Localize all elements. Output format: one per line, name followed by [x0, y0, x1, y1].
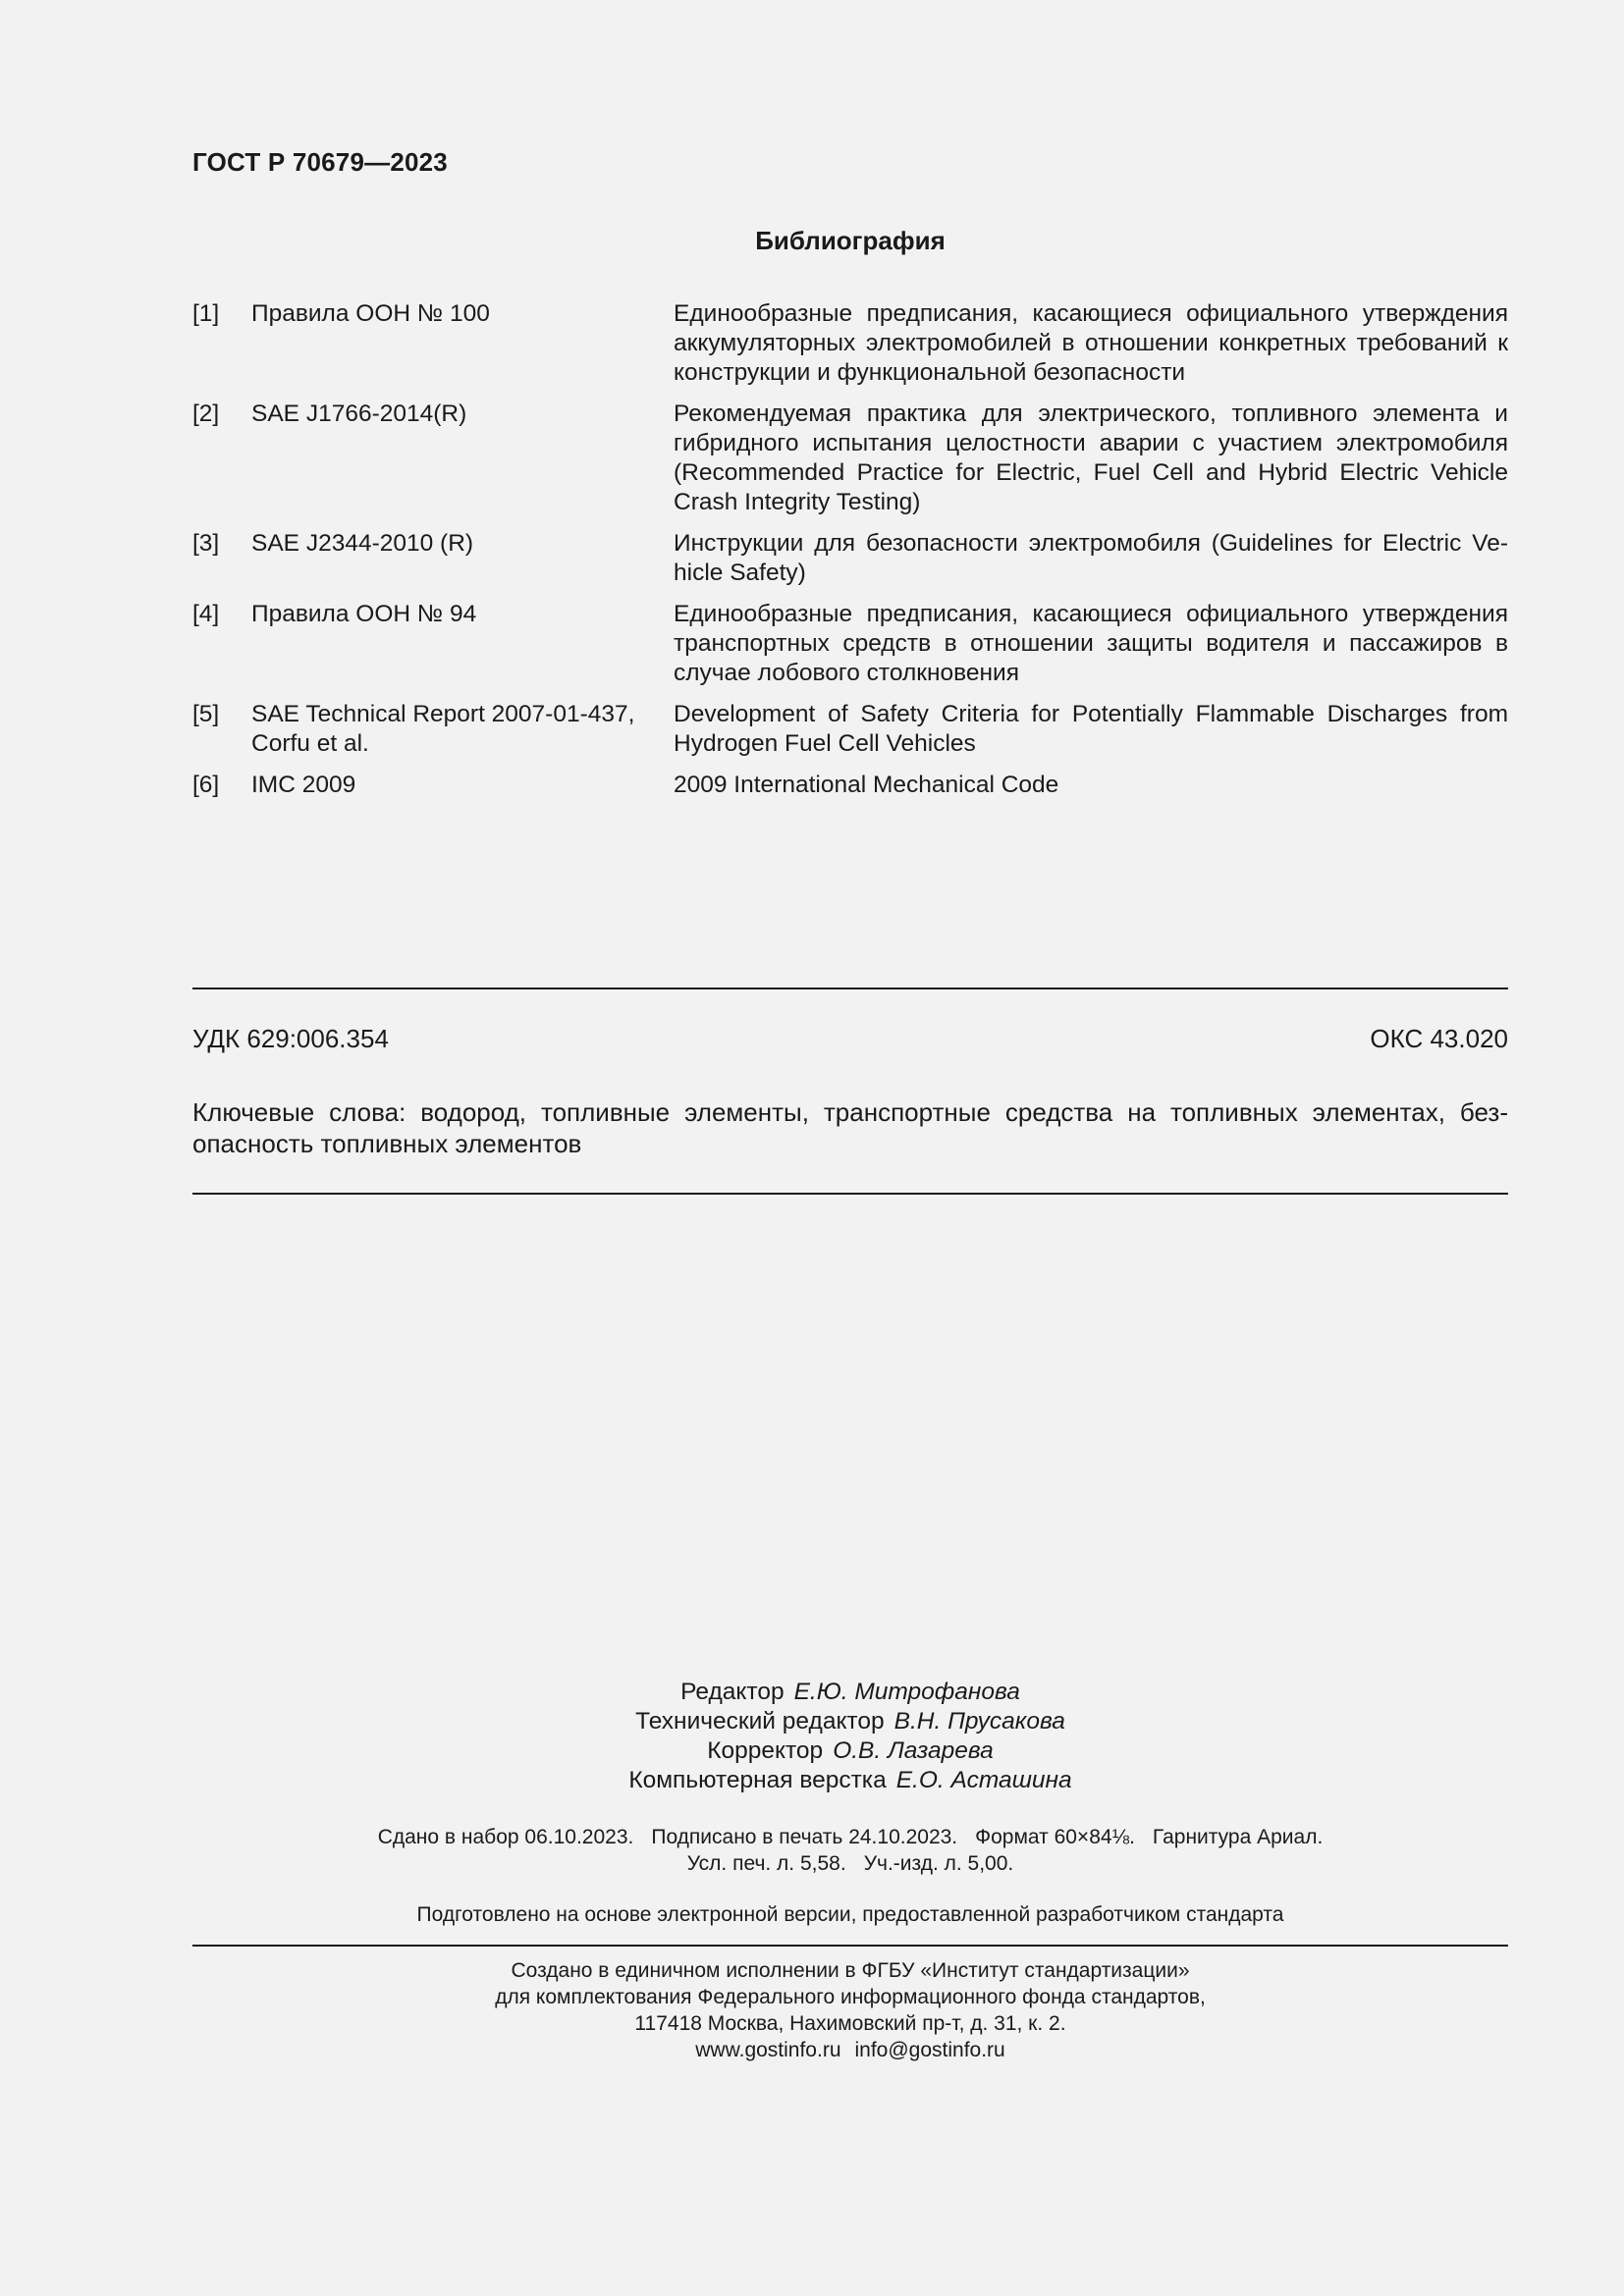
- entry-number: [5]: [192, 701, 220, 727]
- prepared-note: Подготовлено на основе электронной версии, предоставленной разработчиком стандарта: [416, 1903, 1284, 1926]
- entry-reference: SAE Technical Report 2007-01-437, Corfu et al.: [251, 701, 635, 757]
- entry-description: Единообразные предписания, касающиеся официального утверждения транспортных средств в отношении защиты водителя и пассажиров в случае лобового столкновения: [674, 601, 1508, 686]
- imprint-typeset: Сдано в набор 06.10.2023.: [377, 1826, 634, 1848]
- bibliography-entry: [192, 299, 1508, 388]
- entry-number: [3]: [192, 530, 220, 557]
- imprint-line-1: [192, 1824, 1508, 1850]
- document-code: ГОСТ Р 70679—2023: [192, 147, 448, 177]
- credit-line: [192, 1736, 1508, 1766]
- bibliography-entry: [192, 700, 1508, 759]
- imprint-print-sheets: Усл. печ. л. 5,58.: [686, 1852, 846, 1875]
- keywords: Ключевые слова: водород, топливные элементы, транспортные средства на топливных элементах, безопасность топливных элементов: [192, 1097, 1508, 1158]
- entry-description: Инструкции для безопасности электромобиля (Guidelines for Electric Vehicle Safety): [674, 530, 1508, 586]
- publisher-block: [192, 1957, 1508, 2063]
- credit-line: [192, 1678, 1508, 1707]
- divider: [192, 988, 1508, 989]
- publisher-line: Создано в единичном исполнении в ФГБУ «Институт стандартизации»: [511, 1959, 1190, 1982]
- bibliography-entry: [192, 529, 1508, 588]
- imprint-font: Гарнитура Ариал.: [1152, 1826, 1324, 1848]
- entry-reference: SAE J2344-2010 (R): [251, 530, 474, 557]
- entry-reference: SAE J1766-2014(R): [251, 400, 467, 427]
- bibliography-title: Библиография: [755, 226, 946, 255]
- credit-role: Технический редактор: [635, 1708, 885, 1735]
- credit-person: Е.Ю. Митрофанова: [793, 1679, 1020, 1705]
- credit-role: Редактор: [680, 1679, 785, 1705]
- entry-number: [4]: [192, 601, 220, 627]
- entry-number: [6]: [192, 772, 220, 798]
- imprint-block: [192, 1824, 1508, 1877]
- entry-description: Рекомендуемая практика для электрического, топливного элемента и гибридного испытания целостности аварии с участием электромобиля (Recommended Practice for Electric, Fuel Cell and Hybrid Electric Vehicle Crash Integrity Testing): [674, 400, 1508, 515]
- entry-reference: Правила ООН № 94: [251, 601, 477, 627]
- credits-block: [192, 1678, 1508, 1795]
- credit-role: Корректор: [707, 1737, 824, 1764]
- entry-number: [2]: [192, 400, 220, 427]
- entry-reference: IMC 2009: [251, 772, 356, 798]
- divider: [192, 1945, 1508, 1947]
- credit-person: Е.О. Асташина: [895, 1767, 1072, 1793]
- credit-person: В.Н. Прусакова: [893, 1708, 1065, 1735]
- bibliography-entry: [192, 600, 1508, 688]
- bibliography-entry: [192, 771, 1508, 800]
- udk-code: УДК 629:006.354: [192, 1024, 389, 1053]
- entry-description: Единообразные предписания, касающиеся официального утверждения аккумуляторных электромобилей в отношении конкретных требований к конструкции и функциональной безопасности: [674, 300, 1508, 386]
- oks-code: ОКС 43.020: [1370, 1024, 1508, 1053]
- imprint-line-2: [192, 1850, 1508, 1877]
- divider: [192, 1193, 1508, 1195]
- entry-description: 2009 International Mechanical Code: [674, 772, 1059, 798]
- imprint-pub-sheets: Уч.-изд. л. 5,00.: [863, 1852, 1014, 1875]
- website-link[interactable]: www.gostinfo.ru: [695, 2039, 841, 2061]
- bibliography-list: [192, 299, 1508, 812]
- classification-row: [192, 1024, 1508, 1054]
- publisher-line: для комплектования Федерального информационного фонда стандартов,: [495, 1986, 1206, 2008]
- document-page: [192, 0, 1508, 2296]
- credit-role: Компьютерная верстка: [628, 1767, 887, 1793]
- credit-person: О.В. Лазарева: [833, 1737, 994, 1764]
- entry-number: [1]: [192, 300, 220, 327]
- publisher-line: 117418 Москва, Нахимовский пр-т, д. 31, к. 2.: [634, 2012, 1066, 2035]
- bibliography-entry: [192, 400, 1508, 517]
- entry-reference: Правила ООН № 100: [251, 300, 490, 327]
- entry-description: Development of Safety Criteria for Potentially Flammable Discharges from Hydrogen Fuel Cell Vehicles: [674, 701, 1508, 757]
- imprint-signed: Подписано в печать 24.10.2023.: [651, 1826, 958, 1848]
- credit-line: [192, 1707, 1508, 1736]
- imprint-format: Формат 60×84⅛.: [975, 1826, 1135, 1848]
- publisher-contacts: [192, 2037, 1508, 2063]
- email-link[interactable]: info@gostinfo.ru: [854, 2039, 1005, 2061]
- credit-line: [192, 1766, 1508, 1795]
